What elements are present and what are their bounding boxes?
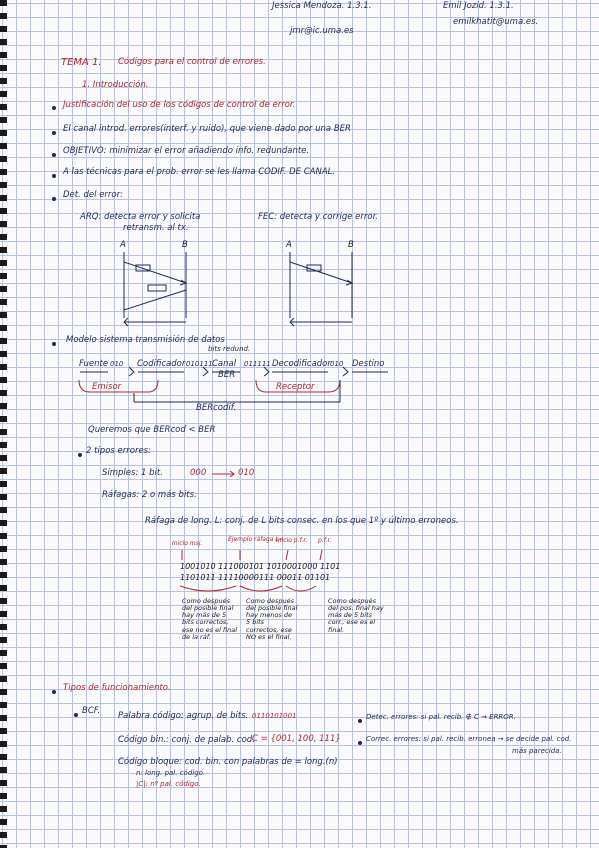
- tecnicas-text: A las técnicas para el prob. error se les llama CODIF. DE CANAL.: [63, 167, 336, 177]
- codigo-set: C = {001, 100, 111}: [252, 734, 341, 744]
- rafagas-text: Ráfagas: 2 o más bits.: [102, 490, 197, 500]
- bcf-label: BCF.: [82, 706, 101, 716]
- simples-example-from: 000: [190, 468, 207, 478]
- email-left: jmr@ic.uma.es: [290, 26, 354, 36]
- label-inicio-pfr: Inicio p.f.r.: [276, 537, 308, 544]
- subsection-title: 1. Introducción.: [82, 80, 149, 90]
- tema-name: Códigos para el control de errores.: [118, 57, 266, 67]
- val-010-a: 010: [110, 360, 124, 368]
- objetivo-text: OBJETIVO: minimizar el error añadiendo info. redundante.: [63, 146, 310, 156]
- codigo-bin: Código bin.: conj. de palab. cod.: [118, 735, 255, 745]
- tipos-errores-text: 2 tipos errores:: [86, 446, 151, 456]
- arq-line-1: ARQ: detecta error y solicita: [80, 212, 201, 222]
- note-1: Como después del posible final hay más de 5 bits correctos, ese no es el final de la ráf.: [182, 597, 238, 641]
- block-codificador: Codificador: [137, 359, 186, 369]
- palabra-codigo: Palabra código: agrup. de bits.: [118, 711, 249, 721]
- correc-errores-2: más parecida.: [512, 747, 562, 755]
- fec-label-b: B: [348, 240, 354, 250]
- bits-redund-label: bits redund.: [208, 345, 251, 353]
- arq-label-a: A: [120, 240, 126, 250]
- block-destino: Destino: [352, 359, 385, 369]
- fec-label-a: A: [286, 240, 292, 250]
- email-right: emilkhatit@uma.es.: [453, 17, 539, 27]
- codigo-bloque: Código bloque: cod. bin. con palabras de = long.(n): [118, 757, 338, 767]
- label-ejemplo-rafaga: Ejemplo ráfaga L=: [228, 536, 284, 543]
- val-010-b: 010: [330, 360, 344, 368]
- burst-row-2: 1101011 11110000111 00011 01101: [180, 573, 331, 582]
- arq-line-2: retransm. al tx.: [123, 223, 189, 233]
- block-canal: Canal: [212, 359, 237, 369]
- tema-number: TEMA 1.: [61, 57, 102, 68]
- simples-text: Simples: 1 bit.: [102, 468, 163, 478]
- bullet: [52, 690, 56, 694]
- author-left: Jessica Mendoza. 1.3.1.: [272, 1, 372, 11]
- detec-errores: Detec. errores: si pal. recib. ∉ C → ERROR.: [366, 713, 516, 721]
- arq-label-b: B: [182, 240, 188, 250]
- ber-codif-label: BERcodif.: [196, 403, 237, 413]
- note-2: Como después del posible final hay menos de 5 bits correctos, ese NO es el final.: [246, 597, 298, 641]
- receptor-label: Receptor: [276, 382, 315, 392]
- val-011111: 011111: [244, 360, 271, 368]
- ber-label: BER: [218, 370, 236, 380]
- rafaga-definition: Ráfaga de long. L: conj. de L bits consec. en los que 1º y último erroneos.: [145, 516, 459, 526]
- correc-errores-1: Correc. errores: si pal. recib. erronea → se decide pal. cod.: [366, 735, 572, 743]
- label-pfr: p.f.r.: [318, 537, 332, 544]
- val-010111: 010111: [186, 360, 213, 368]
- canal-text: El canal introd. errores(interf. y ruido), que viene dado por una BER: [63, 124, 351, 134]
- author-right: Emil Jozid. 1.3.1.: [443, 1, 514, 11]
- queremos-text: Queremos que BERcod < BER: [88, 425, 216, 435]
- emisor-label: Emisor: [92, 382, 122, 392]
- block-decodificador: Decodificador: [272, 359, 331, 369]
- c-definition: |C|: nº pal. código.: [136, 780, 201, 788]
- n-definition: n: long. pal. código.: [136, 769, 206, 777]
- tipos-heading: Tipos de funcionamiento.: [63, 683, 171, 693]
- bullet: [358, 741, 362, 745]
- burst-row-1: 1001010 111000101 1010001000 1101: [180, 562, 341, 571]
- model-title: Modelo sistema transmisión de datos: [66, 335, 225, 345]
- label-inicio-msj: Inicio msj.: [172, 540, 203, 547]
- simples-example-to: 010: [238, 468, 255, 478]
- det-error-text: Det. del error:: [63, 190, 123, 200]
- fec-line: FEC: detecta y corrige error.: [258, 212, 378, 222]
- justif-heading: Justificación del uso de los códigos de control de error.: [63, 100, 296, 110]
- palabra-example: 0110101001: [252, 712, 297, 720]
- bullet: [74, 713, 78, 717]
- bullet: [358, 719, 362, 723]
- note-3: Como después del pos. final hay más de 5 bits corr., ese es el final.: [328, 597, 384, 634]
- block-fuente: Fuente: [79, 359, 109, 369]
